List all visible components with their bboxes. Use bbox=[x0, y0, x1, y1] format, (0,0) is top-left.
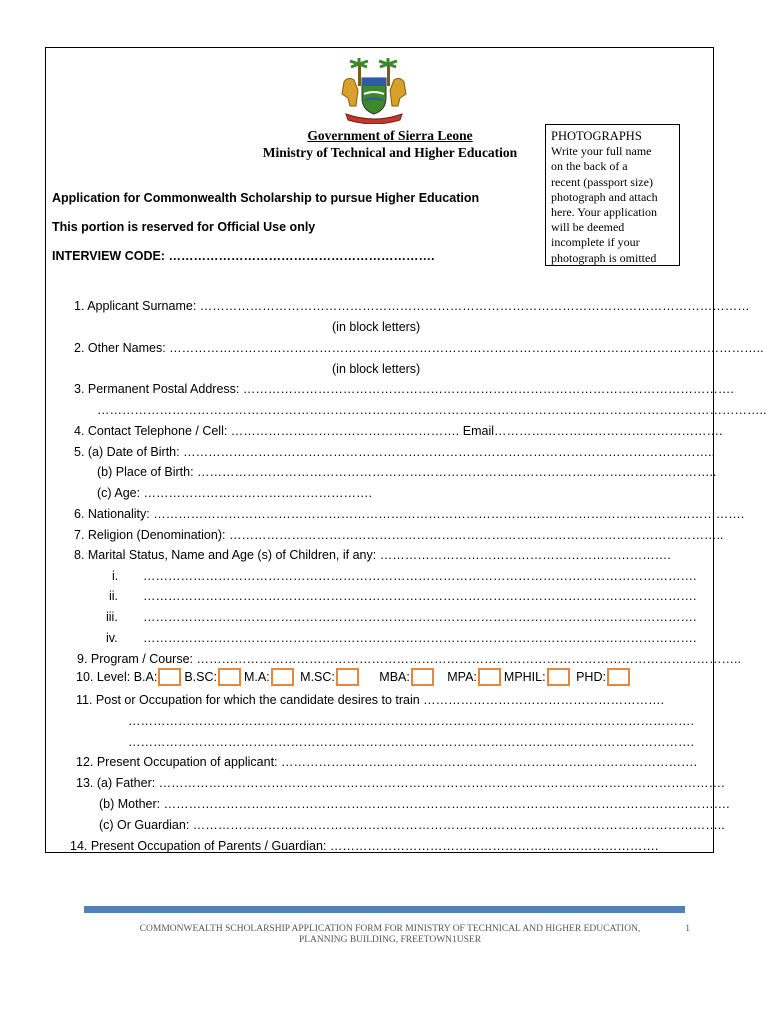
applicant-occupation-field[interactable]: 12. Present Occupation of applicant: ………………………………………………………………………………………. bbox=[76, 755, 697, 769]
age-field[interactable]: (c) Age: ………………………………………………. bbox=[97, 486, 373, 500]
child-entry-field[interactable]: ……………………………………………………………………………………………………………………. bbox=[143, 589, 697, 603]
child-entry-field[interactable]: ……………………………………………………………………………………………………………………. bbox=[143, 569, 697, 583]
photo-instruction-line: on the back of a bbox=[551, 159, 628, 174]
marital-status-field[interactable]: 8. Marital Status, Name and Age (s) of Children, if any: ……………………………………………………………. bbox=[74, 548, 671, 562]
nationality-field[interactable]: 6. Nationality: ……………………………………………………………………………………………………………………………. bbox=[74, 507, 745, 521]
level-phd-checkbox[interactable] bbox=[607, 668, 630, 686]
parents-occupation-field[interactable]: 14. Present Occupation of Parents / Guardian: ……………………………………………………………………. bbox=[70, 839, 659, 853]
photo-instruction-line: will be deemed bbox=[551, 220, 625, 235]
footer-line: PLANNING BUILDING, FREETOWN1USER bbox=[298, 935, 482, 945]
photo-instruction-line: here. Your application bbox=[551, 205, 657, 220]
level-label: 10. Level: bbox=[76, 670, 131, 684]
level-selection-row bbox=[76, 668, 633, 686]
child-entry-field[interactable]: ……………………………………………………………………………………………………………………. bbox=[143, 631, 697, 645]
photograph-box bbox=[545, 124, 680, 266]
ministry-title: Ministry of Technical and Higher Education bbox=[262, 145, 518, 160]
program-course-field[interactable]: 9. Program / Course: ………………………………………………………………………………………………………………….. bbox=[77, 652, 741, 666]
coat-of-arms-logo bbox=[338, 58, 410, 124]
photo-instruction-line: photograph is omitted bbox=[551, 250, 657, 265]
photo-instruction-line: photograph and attach bbox=[551, 189, 658, 204]
photograph-box-title: PHOTOGRAPHS bbox=[551, 129, 642, 143]
child-entry-number: i. bbox=[112, 569, 119, 583]
photo-instruction-line: incomplete if your bbox=[551, 235, 640, 250]
footer-divider bbox=[84, 906, 685, 913]
other-names-field[interactable]: 2. Other Names: …………………………………………………………………………………………………………………………….. bbox=[74, 341, 764, 355]
level-bsc-checkbox[interactable] bbox=[218, 668, 241, 686]
level-mphil-label: MPHIL: bbox=[503, 670, 546, 684]
child-entry-field[interactable]: ……………………………………………………………………………………………………………………. bbox=[143, 610, 697, 624]
footer-line: COMMONWEALTH SCHOLARSHIP APPLICATION FORM FOR MINISTRY OF TECHNICAL AND HIGHER EDUCATION, bbox=[139, 924, 641, 934]
interview-code-field[interactable]: INTERVIEW CODE: ………………………………………………………. bbox=[52, 249, 435, 263]
photo-instruction-line: recent (passport size) bbox=[551, 174, 653, 189]
page-number: 1 bbox=[685, 924, 690, 934]
level-ba-label: B.A: bbox=[133, 670, 158, 684]
father-field[interactable]: 13. (a) Father: ………………………………………………………………………………………………………………………. bbox=[76, 776, 725, 790]
level-ma-checkbox[interactable] bbox=[271, 668, 294, 686]
level-mpa-label: MPA: bbox=[447, 670, 477, 684]
level-mphil-checkbox[interactable] bbox=[547, 668, 570, 686]
guardian-field[interactable]: (c) Or Guardian: ……………………………………………………………………………………………………………….. bbox=[99, 818, 725, 832]
document-heading bbox=[200, 127, 580, 161]
level-mba-checkbox[interactable] bbox=[411, 668, 434, 686]
level-msc-label: M.SC: bbox=[300, 670, 335, 684]
application-title: Application for Commonwealth Scholarship to pursue Higher Education bbox=[52, 191, 480, 205]
photo-instruction-line: Write your full name bbox=[551, 144, 652, 159]
desired-training-continuation[interactable]: ………………………………………………………………………………………………………………………. bbox=[128, 735, 694, 749]
child-entry-number: iii. bbox=[106, 610, 118, 624]
desired-training-field[interactable]: 11. Post or Occupation for which the candidate desires to train …………………………………………………. bbox=[76, 693, 665, 707]
applicant-surname-field[interactable]: 1. Applicant Surname: …………………………………………………………………………………………………………………… bbox=[74, 299, 750, 313]
desired-training-continuation[interactable]: ………………………………………………………………………………………………………………………. bbox=[128, 714, 694, 728]
page-footer bbox=[84, 924, 696, 946]
official-use-notice: This portion is reserved for Official Use only bbox=[52, 220, 316, 234]
place-of-birth-field[interactable]: (b) Place of Birth: …………………………………………………………………………………………………………….. bbox=[97, 465, 717, 479]
block-letters-note: (in block letters) bbox=[332, 320, 421, 334]
level-bsc-label: B.SC: bbox=[184, 670, 217, 684]
postal-address-field[interactable]: 3. Permanent Postal Address: ………………………………………………………………………………………………………. bbox=[74, 382, 734, 396]
government-title: Government of Sierra Leone bbox=[307, 128, 473, 143]
level-ba-checkbox[interactable] bbox=[158, 668, 181, 686]
level-ma-label: M.A: bbox=[243, 670, 270, 684]
religion-field[interactable]: 7. Religion (Denomination): ……………………………………………………………………………………………………….. bbox=[74, 528, 724, 542]
level-mpa-checkbox[interactable] bbox=[478, 668, 501, 686]
level-msc-checkbox[interactable] bbox=[336, 668, 359, 686]
date-of-birth-field[interactable]: 5. (a) Date of Birth: ……………………………………………………………………………………………………………….. bbox=[74, 445, 716, 459]
block-letters-note: (in block letters) bbox=[332, 362, 421, 376]
child-entry-number: ii. bbox=[109, 589, 119, 603]
level-mba-label: MBA: bbox=[379, 670, 410, 684]
mother-field[interactable]: (b) Mother: ………………………………………………………………………………………………………………………. bbox=[99, 797, 730, 811]
child-entry-number: iv. bbox=[106, 631, 118, 645]
contact-telephone-email-field[interactable]: 4. Contact Telephone / Cell: ………………………………………………. Email………………………………………………. bbox=[74, 424, 723, 438]
postal-address-continuation[interactable]: …………………………………………………………………………………………………………………………………………….. bbox=[97, 403, 767, 417]
level-phd-label: PHD: bbox=[576, 670, 606, 684]
